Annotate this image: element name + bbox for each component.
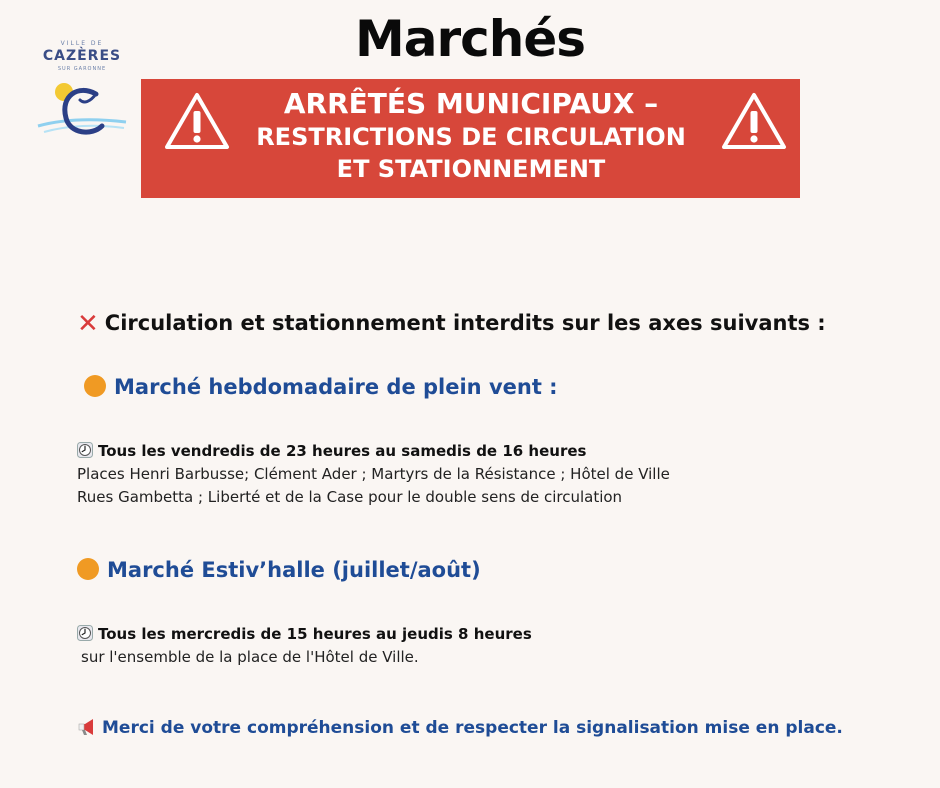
weekly-market-title: Marché hebdomadaire de plein vent :	[114, 375, 558, 399]
summer-market-title: Marché Estiv’halle (juillet/août)	[107, 558, 481, 582]
banner-line-3: ET STATIONNEMENT	[336, 155, 606, 183]
weekly-market-places: Places Henri Barbusse; Clément Ader ; Martyrs de la Résistance ; Hôtel de Ville	[77, 465, 670, 483]
banner-text	[236, 87, 706, 184]
weekly-market-streets: Rues Gambetta ; Liberté et de la Case pour le double sens de circulation	[77, 488, 623, 506]
logo-c-emblem-icon	[34, 76, 130, 148]
summer-market-heading	[77, 558, 481, 582]
logo-sub-text: SUR GARONNE	[57, 66, 107, 72]
megaphone-icon	[77, 718, 97, 736]
weekly-market-schedule	[77, 442, 586, 460]
restriction-heading-text: Circulation et stationnement interdits sur les axes suivants :	[104, 311, 826, 335]
footer-text: Merci de votre compréhension et de respecter la signalisation mise en place.	[102, 718, 843, 738]
summer-market-schedule	[77, 625, 532, 643]
banner-line-1: ARRÊTÉS MUNICIPAUX –	[283, 87, 659, 120]
summer-market-location: sur l'ensemble de la place de l'Hôtel de Ville.	[81, 648, 419, 666]
page-title: Marchés	[354, 10, 586, 68]
warning-banner	[141, 79, 800, 198]
clock-icon	[77, 625, 93, 641]
summer-market-schedule-text: Tous les mercredis de 15 heures au jeudis 8 heures	[98, 625, 532, 643]
logo-town-name: CAZÈRES	[42, 48, 122, 64]
orange-circle-icon	[84, 375, 106, 397]
orange-circle-icon	[77, 558, 99, 580]
restriction-heading	[77, 307, 826, 337]
warning-triangle-icon	[720, 91, 788, 153]
cross-mark-icon: ✕	[77, 309, 99, 339]
logo-top-text: VILLE DE	[60, 40, 104, 47]
warning-triangle-icon	[163, 91, 231, 153]
weekly-market-heading	[84, 375, 558, 399]
footer-message	[77, 718, 843, 738]
weekly-market-schedule-text: Tous les vendredis de 23 heures au samedis de 16 heures	[98, 442, 587, 460]
clock-icon	[77, 442, 93, 458]
banner-line-2: RESTRICTIONS DE CIRCULATION	[256, 123, 686, 151]
